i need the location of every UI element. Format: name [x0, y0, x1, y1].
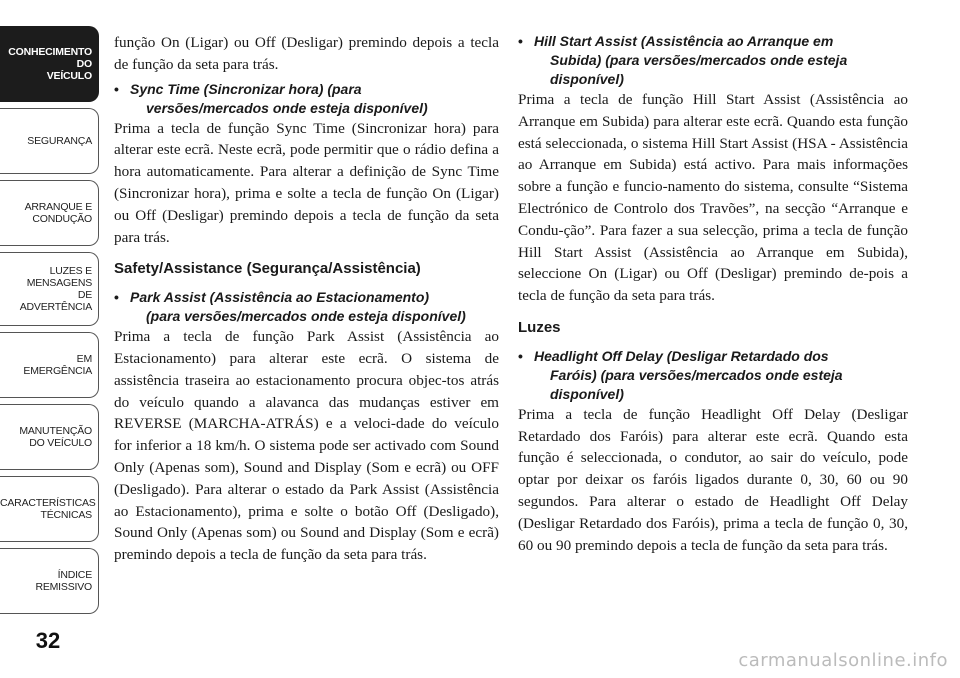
tab-label: SEGURANÇA: [27, 135, 92, 147]
tab-label: ADVERTÊNCIA: [19, 301, 92, 313]
bullet-hill-start-assist: [518, 32, 908, 89]
tab-manutencao-do-veiculo[interactable]: [0, 404, 99, 470]
tab-label: EMERGÊNCIA: [23, 365, 92, 377]
bullet-glyph: •: [518, 33, 523, 49]
tab-indice-remissivo[interactable]: [0, 548, 99, 614]
tab-label: DE: [77, 289, 92, 301]
tab-label: LUZES E: [49, 265, 92, 277]
section-tabs: [0, 0, 100, 678]
paragraph: Prima a tecla de função Hill Start Assist (Assistência ao Arranque em Subida) para alterar este ecrã. Quando esta função está seleccionada, o sistema Hill Start Assist (HSA - Assistência ao Arranque em Subida) está activo. Para mais informações sobre a função e funcio-namento do sistema, consulte “Sistema Electrónico de Controlo dos Travões”, na secção “Arranque e Condu-ção”. Para fazer a sua selecção, prima a tecla de função Hill Start Assist (Assistência ao Arranque em Subida), seleccione On (Ligar) ou Off (Desligar) premindo de-pois a tecla de função da seta para trás.: [518, 91, 908, 305]
section-heading: Luzes: [518, 318, 561, 336]
tab-arranque-e-conducao[interactable]: [0, 180, 99, 246]
bullet-title: Headlight Off Delay (Desligar Retardado dos: [534, 347, 829, 364]
page-number: 32: [35, 628, 61, 653]
tab-caracteristicas-tecnicas[interactable]: [0, 476, 99, 542]
section-heading: Safety/Assistance (Segurança/Assistência): [114, 260, 421, 278]
bullet-park-assist: [114, 288, 499, 326]
bullet-title: Park Assist (Assistência ao Estacionamento): [130, 289, 430, 306]
bullet-title-cont: Faróis) (para versões/mercados onde esteja disponível): [550, 366, 843, 402]
tab-label: ARRANQUE E: [24, 201, 92, 213]
left-column: [114, 32, 499, 566]
tab-conhecimento-do-veiculo[interactable]: [0, 26, 99, 102]
tab-seguranca[interactable]: [0, 108, 99, 174]
tab-label: TÉCNICAS: [40, 509, 92, 521]
right-column: [518, 32, 908, 556]
watermark: carmanualsonline.info: [738, 650, 948, 671]
tab-label: EM: [76, 353, 92, 365]
paragraph: Prima a tecla de função Sync Time (Sincronizar hora) para alterar este ecrã. Neste ecrã, pode permitir que o rádio defina a hora automaticamente. Para alterar a definição de Sync Time (Sincronizar hora), prima e solte a tecla de função On (Ligar) ou Off (Desligar) premindo depois a tecla de função da seta para trás.: [114, 119, 499, 246]
tab-label: DO VEÍCULO: [29, 437, 92, 449]
bullet-headlight-off-delay: [518, 347, 908, 404]
tab-label: CONDUÇÃO: [32, 213, 92, 225]
tab-label: DO: [76, 58, 92, 70]
paragraph: Prima a tecla de função Park Assist (Assistência ao Estacionamento) para alterar este ecrã. O sistema de assistência traseira ao estacionamento procura objec-tos atrás do veículo quando a alavanca das mudanças estiver em REVERSE (MARCHA-ATRÁS) e a veloci-dade do veículo for inferior a 18 km/h. O sistema pode ser activado com Sound Only (Apenas som), Sound and Display (Som e ecrã) ou OFF (Desligado). Para alterar o estado da Park Assist (Assistência ao Estacionamento), prima e solte o botão Off (Desligado), Sound Only (Apenas som) ou Sound and Display (Som e ecrã) premindo depois a tecla de função da seta para trás.: [114, 328, 499, 564]
paragraph: função On (Ligar) ou Off (Desligar) premindo depois a tecla de função da seta para trás.: [114, 34, 499, 73]
bullet-title-cont: (para versões/mercados onde esteja disponível): [146, 308, 466, 325]
tab-label: REMISSIVO: [35, 581, 92, 593]
tab-label: CARACTERÍSTICAS: [0, 497, 96, 509]
tab-label: MANUTENÇÃO: [19, 425, 92, 437]
bullet-sync-time: [114, 80, 499, 118]
tab-label: CONHECIMENTO: [8, 46, 92, 58]
tab-em-emergencia[interactable]: [0, 332, 99, 398]
tab-label: VEÍCULO: [46, 70, 92, 82]
bullet-title: Hill Start Assist (Assistência ao Arranque em: [534, 33, 834, 49]
tab-luzes-e-mensagens[interactable]: [0, 252, 99, 326]
tab-label: MENSAGENS: [26, 277, 92, 289]
paragraph: Prima a tecla de função Headlight Off Delay (Desligar Retardado dos Faróis) para alterar este ecrã. Quando esta função é seleccionada, o condutor, ao sair do veículo, pode optar por deixar os faróis ligados durante 0, 30, 60 ou 90 segundos. Para alterar o estado de Headlight Off Delay (Desligar Retardado dos Faróis), prima a tecla de função 0, 30, 60 ou 90 premindo depois a tecla de função da seta para trás.: [518, 405, 908, 554]
bullet-glyph: •: [114, 80, 119, 97]
bullet-title-cont: Subida) (para versões/mercados onde esteja disponível): [550, 52, 848, 87]
bullet-glyph: •: [114, 289, 119, 306]
bullet-glyph: •: [518, 347, 523, 364]
bullet-title: Sync Time (Sincronizar hora) (para: [130, 80, 362, 97]
tab-label: ÍNDICE: [57, 569, 92, 581]
bullet-title-cont: versões/mercados onde esteja disponível): [146, 99, 428, 116]
